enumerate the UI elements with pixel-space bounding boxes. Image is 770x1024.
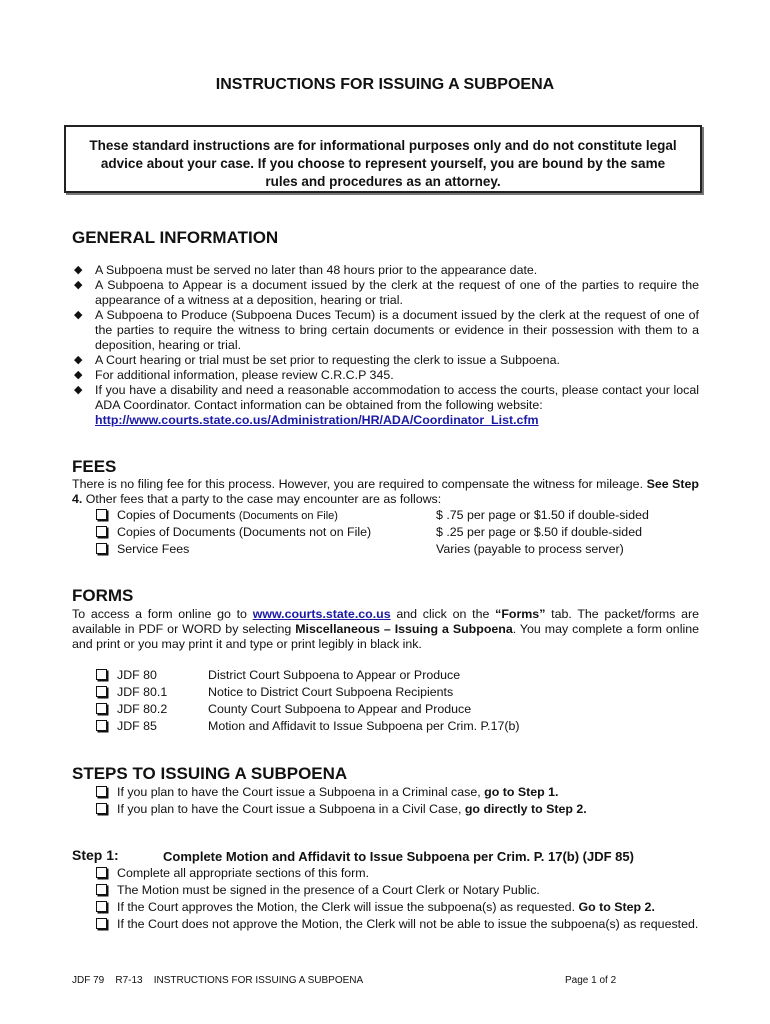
list-item: ◆ A Subpoena to Appear is a document issued by the clerk at the request of one of the parties to require the appearance of a witness at a deposition, hearing or trial. xyxy=(74,278,699,307)
general-list xyxy=(72,263,699,428)
step1-label: Step 1: xyxy=(72,847,119,863)
step-choice: If you plan to have the Court issue a Subpoena in a Civil Case, go directly to Step 2. xyxy=(96,802,587,817)
steps-heading: STEPS TO ISSUING A SUBPOENA xyxy=(72,764,348,783)
step1-item: Complete all appropriate sections of this form. xyxy=(96,866,369,881)
form-desc: County Court Subpoena to Appear and Produce xyxy=(208,702,472,716)
step1-item: The Motion must be signed in the presence of a Court Clerk or Notary Public. xyxy=(96,883,540,898)
diamond-bullet-icon: ◆ xyxy=(74,354,83,366)
form-item: JDF 80.1 xyxy=(96,685,167,700)
diamond-bullet-icon: ◆ xyxy=(74,309,83,321)
checkbox[interactable] xyxy=(96,720,107,731)
fee-price: $ .25 per page or $.50 if double-sided xyxy=(436,525,642,539)
step1-title: Complete Motion and Affidavit to Issue Subpoena per Crim. P. 17(b) (JDF 85) xyxy=(163,849,634,864)
form-desc: Motion and Affidavit to Issue Subpoena per Crim. P.17(b) xyxy=(208,719,520,733)
fee-row: Service Fees xyxy=(96,542,189,557)
ada-coordinator-link[interactable]: http://www.courts.state.co.us/Administration/HR/ADA/Coordinator_List.cfm xyxy=(95,413,539,427)
checkbox[interactable] xyxy=(96,509,107,520)
checkbox[interactable] xyxy=(96,867,107,878)
footer-form-id: JDF 79 R7-13 INSTRUCTIONS FOR ISSUING A SUBPOENA xyxy=(72,975,364,986)
form-item: JDF 85 xyxy=(96,719,157,734)
diamond-bullet-icon: ◆ xyxy=(74,279,83,291)
checkbox[interactable] xyxy=(96,543,107,554)
form-item: JDF 80.2 xyxy=(96,702,167,717)
page-number: Page 1 of 2 xyxy=(565,975,617,986)
fee-price: Varies (payable to process server) xyxy=(436,542,624,556)
checkbox[interactable] xyxy=(96,526,107,537)
list-item: ◆ If you have a disability and need a reasonable accommodation to access the courts, please contact your local ADA Coordinator. Contact information can be obtained from the following website: http://www.courts.state.co.us/Administration/HR/ADA/Coordinator_List.cfm xyxy=(74,383,699,427)
fee-row: Copies of Documents (Documents on File) xyxy=(96,508,338,524)
diamond-bullet-icon: ◆ xyxy=(74,384,83,396)
fee-row: Copies of Documents (Documents not on File) xyxy=(96,525,371,540)
forms-intro: To access a form online go to www.courts.state.co.us and click on the “Forms” tab. The packet/forms are available in PDF or WORD by selecting Miscellaneous – Issuing a Subpoena. You may complete a form online and print or you may print it and type or print legibly in black ink. xyxy=(72,607,699,651)
checkbox[interactable] xyxy=(96,901,107,912)
disclaimer-box: These standard instructions are for informational purposes only and do not constitute legal advice about your case. If you choose to represent yourself, you are bound by the same rules and procedures as an attorney. xyxy=(64,125,702,193)
list-item: ◆ A Subpoena must be served no later than 48 hours prior to the appearance date. xyxy=(74,263,538,277)
general-heading: GENERAL INFORMATION xyxy=(72,228,279,247)
page-title: INSTRUCTIONS FOR ISSUING A SUBPOENA xyxy=(215,76,555,93)
list-item: ◆ A Court hearing or trial must be set prior to requesting the clerk to issue a Subpoena. xyxy=(74,353,560,367)
list-item: ◆ For additional information, please review C.R.C.P 345. xyxy=(74,368,394,382)
checkbox[interactable] xyxy=(96,669,107,680)
list-item: ◆ A Subpoena to Produce (Subpoena Duces Tecum) is a document issued by the clerk at the request of one of the parties to require the witness to bring certain documents or evidence in their possession with them to a deposition, hearing or trial. xyxy=(74,308,699,352)
diamond-bullet-icon: ◆ xyxy=(74,369,83,381)
fee-price: $ .75 per page or $1.50 if double-sided xyxy=(436,508,649,522)
step-choice: If you plan to have the Court issue a Subpoena in a Criminal case, go to Step 1. xyxy=(96,785,559,800)
checkbox[interactable] xyxy=(96,686,107,697)
form-item: JDF 80 xyxy=(96,668,157,683)
fees-heading: FEES xyxy=(72,457,117,476)
checkbox[interactable] xyxy=(96,918,107,929)
forms-heading: FORMS xyxy=(72,586,134,605)
checkbox[interactable] xyxy=(96,786,107,797)
step1-item: If the Court approves the Motion, the Clerk will issue the subpoena(s) as requested. Go to Step 2. xyxy=(96,900,655,915)
form-desc: Notice to District Court Subpoena Recipients xyxy=(208,685,454,699)
fees-intro: There is no filing fee for this process. However, you are required to compensate the witness for mileage. See Step 4. Other fees that a party to the case may encounter are as follows: xyxy=(72,477,699,506)
checkbox[interactable] xyxy=(96,703,107,714)
courts-website-link[interactable]: www.courts.state.co.us xyxy=(252,607,391,621)
step1-item: If the Court does not approve the Motion, the Clerk will not be able to issue the subpoena(s) as requested. xyxy=(96,917,699,932)
checkbox[interactable] xyxy=(96,884,107,895)
form-desc: District Court Subpoena to Appear or Produce xyxy=(208,668,461,682)
checkbox[interactable] xyxy=(96,803,107,814)
diamond-bullet-icon: ◆ xyxy=(74,264,83,276)
